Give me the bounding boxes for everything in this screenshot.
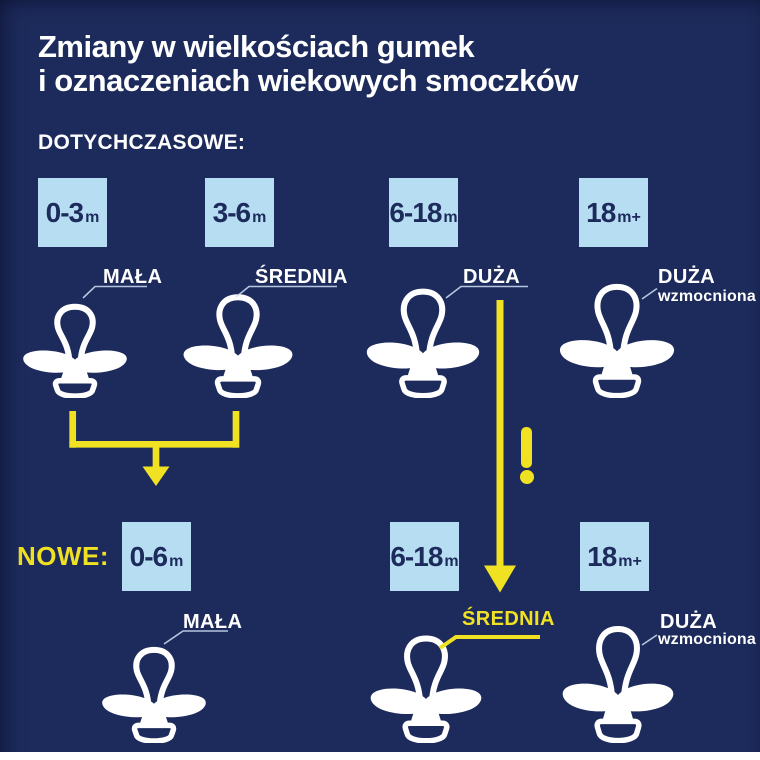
size-label-old-srednia: ŚREDNIA [255,266,348,288]
pacifier-icon-old-mala [16,302,134,398]
age-box-old-0-3m [38,178,107,247]
age-box-text: 6-18 [389,196,442,228]
age-box-text: 0-3 [45,196,84,228]
pacifier-icon-new-mala [95,645,213,743]
age-box-text: 6-18 [390,540,443,572]
size-label-old-duza-wzm: DUŻA [658,266,716,288]
size-label-old-duza: DUŻA [463,266,521,288]
transition-arrowhead [484,566,516,593]
age-box-suffix: m+ [618,552,642,570]
age-box-new-0-6m [122,522,191,591]
age-box-suffix: m+ [617,208,641,226]
pacifier-icon-new-duza-wzm [555,623,681,743]
section-label-new: NOWE: [17,541,110,571]
bottom-white-strip [0,752,760,760]
age-box-new-18m [580,522,649,591]
merge-arrowhead [143,467,170,487]
pacifier-icon-new-srednia [363,633,489,743]
page-title [38,30,578,98]
age-box-old-3-6m [205,178,274,247]
size-label-new-duza-wzm: DUŻA [660,611,718,633]
age-box-new-6-18m [390,522,459,591]
transition-arrow [484,300,516,593]
age-box-text: 18 [586,196,616,228]
pacifier-icon-old-duza-wzm [552,281,682,398]
exclamation-icon [521,427,532,468]
age-box-suffix: m [443,208,458,226]
pacifier-icon-old-duza [359,286,487,398]
pacifier-icon-old-srednia [176,292,300,398]
section-label-old: DOTYCHCZASOWE: [38,131,246,154]
page-title-line1: Zmiany w wielkościach gumek [38,29,475,64]
size-label-old-mala: MAŁA [103,266,163,288]
age-box-suffix: m [169,552,184,570]
size-label-new-mala: MAŁA [183,611,243,633]
exclamation-dot-icon [520,470,534,484]
merge-connector-arrow [69,411,239,486]
size-sublabel-new-wzmocniona: wzmocniona [658,631,757,648]
age-box-suffix: m [252,208,267,226]
page-title-line2: i oznaczeniach wiekowych smoczków [38,63,578,98]
size-label-new-srednia: ŚREDNIA [462,608,555,630]
age-box-old-18m [579,178,648,247]
leader-line-old-mala [83,287,147,299]
age-box-suffix: m [444,552,459,570]
age-box-old-6-18m [389,178,458,247]
age-box-text: 3-6 [212,196,251,228]
age-box-text: 0-6 [129,540,168,572]
size-sublabel-old-wzmocniona: wzmocniona [658,288,757,305]
age-box-suffix: m [85,208,100,226]
age-box-text: 18 [587,540,617,572]
